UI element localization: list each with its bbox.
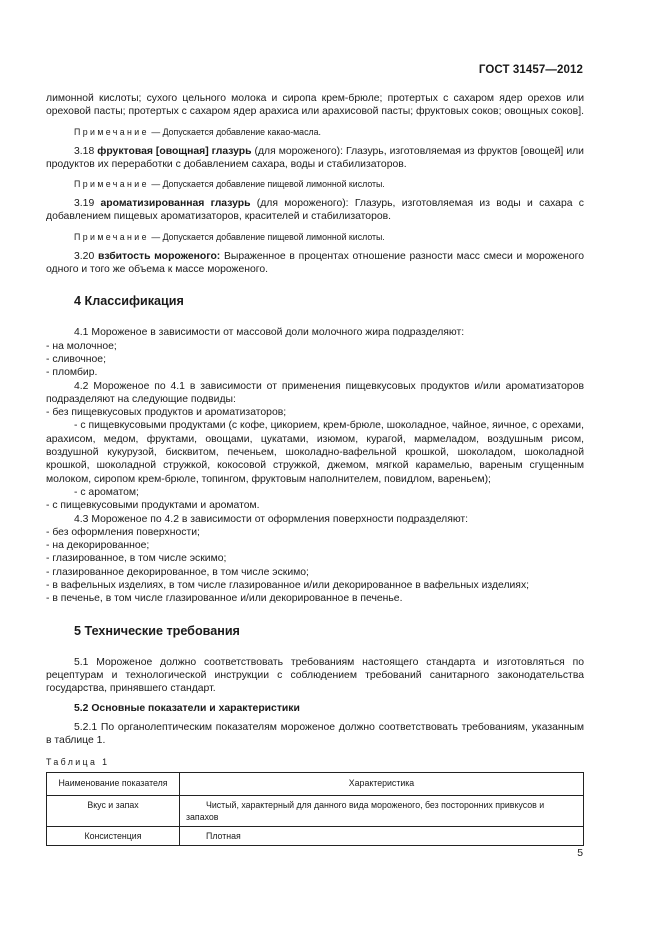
definition-3-18 — [46, 145, 584, 172]
cell-text: Плотная — [206, 831, 241, 842]
page-body — [46, 58, 584, 846]
table-row — [47, 827, 584, 846]
def-number: 3.18 — [74, 145, 95, 157]
paragraph-5-2-1: 5.2.1 По органолептическим показателям мороженое должно соответствовать требованиям, указанным в таблице 1. — [46, 721, 584, 746]
table-header-row — [47, 773, 584, 796]
paragraph-4-1: 4.1 Мороженое в зависимости от массовой доли молочного жира подразделяют: — [74, 327, 465, 339]
list-item: - с пищевкусовыми продуктами (с кофе, цикорием, крем-брюле, шоколадное, чайное, яичное, с орехами, арахисом, медом, фруктами, овощами, цукатами, изюмом, курагой, мармеладом, воздушным рисом, воздушной кукурузой, бисквитом, печеньем, шоколадно-вафельной крошкой, шоколадом, шоколадной крошкой, шоколадной стружкой, кокосовой стружкой, джемом, мягкой карамелью, вареным сгущенным молоком, сиропом крем-брюле, топингом, фруктовым наполнителем, повидлом, вареньем); — [46, 420, 584, 485]
table-cell-indicator: Вкус и запах — [47, 796, 180, 827]
definition-3-20 — [46, 250, 584, 277]
note-label: Примечание — [74, 179, 149, 190]
def-number: 3.19 — [74, 198, 95, 210]
list-item: - без оформления поверхности; — [46, 526, 200, 538]
list-item: - в печенье, в том числе глазированное и/или декорированное в печенье. — [46, 593, 403, 605]
def-text: Глазурь, изготовляемая из фруктов [овощей] или продуктов их переработки с добавлением сахара, воды и стабилизаторов. — [46, 145, 584, 170]
def-term: взбитость мороженого: — [97, 250, 221, 262]
list-item: - в вафельных изделиях, в том числе глазированное и/или декорированное в вафельных изделиях; — [46, 580, 530, 592]
note-text: — Допускается добавление пищевой лимонной кислоты. — [148, 231, 385, 242]
def-qualifier: (для мороженого): — [250, 198, 349, 210]
def-text: Выраженное в процентах отношение разности масс смеси и мороженого одного и того же объема к массе мороженого. — [46, 250, 584, 276]
list-item: - пломбир. — [46, 367, 98, 379]
section-4-heading: 4 Классификация — [74, 294, 184, 309]
document-code: ГОСТ 31457—2012 — [478, 64, 583, 76]
def-number: 3.20 — [74, 250, 95, 262]
note-cocoa — [46, 126, 584, 138]
page-number: 5 — [577, 848, 583, 859]
definition-3-19 — [46, 197, 584, 224]
note-label: Примечание — [74, 231, 149, 242]
table-cell-indicator: Консистенция — [47, 827, 180, 846]
def-term: фруктовая [овощная] глазурь — [97, 145, 252, 157]
table-cell-characteristic — [180, 796, 584, 827]
def-term: ароматизированная глазурь — [100, 198, 251, 210]
table-row — [47, 796, 584, 827]
list-item: - сливочное; — [46, 353, 106, 365]
list-item: - с пищевкусовыми продуктами и ароматом. — [46, 500, 260, 512]
list-item: - на молочное; — [46, 340, 117, 352]
note-text: — Допускается добавление пищевой лимонной кислоты. — [148, 179, 385, 190]
paragraph-continuation: лимонной кислоты; сухого цельного молока и сиропа крем-брюле; протертых с сахаром ядер орехов или ореховой пасты; протертых с сахаром ядер арахиса или арахисовой пасты; фруктовых соков; овощных соков]. — [46, 93, 584, 118]
table-cell-characteristic — [180, 827, 584, 846]
paragraph-4-3: 4.3 Мороженое по 4.2 в зависимости от оформления поверхности подразделяют: — [74, 513, 469, 525]
list-item: - с ароматом; — [74, 486, 139, 498]
subsection-5-2-heading: 5.2 Основные показатели и характеристики — [74, 702, 300, 714]
note-text: — Допускается добавление какао-масла. — [148, 126, 321, 137]
table-1 — [46, 772, 584, 846]
list-item: - на декорированное; — [46, 540, 150, 552]
note-label: Примечание — [74, 126, 149, 137]
note-3-19 — [46, 231, 584, 243]
def-text: Глазурь, изготовляемая из воды и сахара с добавлением пищевых ароматизаторов, красителей и стабилизаторов. — [46, 198, 584, 223]
column-header-characteristic: Характеристика — [180, 773, 584, 796]
note-3-18 — [46, 178, 584, 190]
list-item: - глазированное, в том числе эскимо; — [46, 553, 227, 565]
section-5-heading: 5 Технические требования — [74, 623, 240, 638]
list-item: - глазированное декорированное, в том числе эскимо; — [46, 566, 309, 578]
paragraph-4-2: 4.2 Мороженое по 4.1 в зависимости от применения пищевкусовых продуктов и/или ароматизаторов подразделяют на следующие подвиды: — [46, 380, 584, 405]
def-qualifier: (для мороженого): — [251, 145, 344, 157]
paragraph-5-1: 5.1 Мороженое должно соответствовать требованиям настоящего стандарта и изготовляться по рецептурам и технологической инструкции с соблюдением требований санитарного законодательства государства, принявшего стандарт. — [46, 656, 584, 695]
column-header-indicator: Наименование показателя — [47, 773, 180, 796]
list-item: - без пищевкусовых продуктов и ароматизаторов; — [46, 407, 287, 419]
table-caption: Таблица 1 — [46, 757, 110, 768]
cell-text: Чистый, характерный для данного вида мороженого, без посторонних привкусов и запахов — [186, 800, 545, 823]
